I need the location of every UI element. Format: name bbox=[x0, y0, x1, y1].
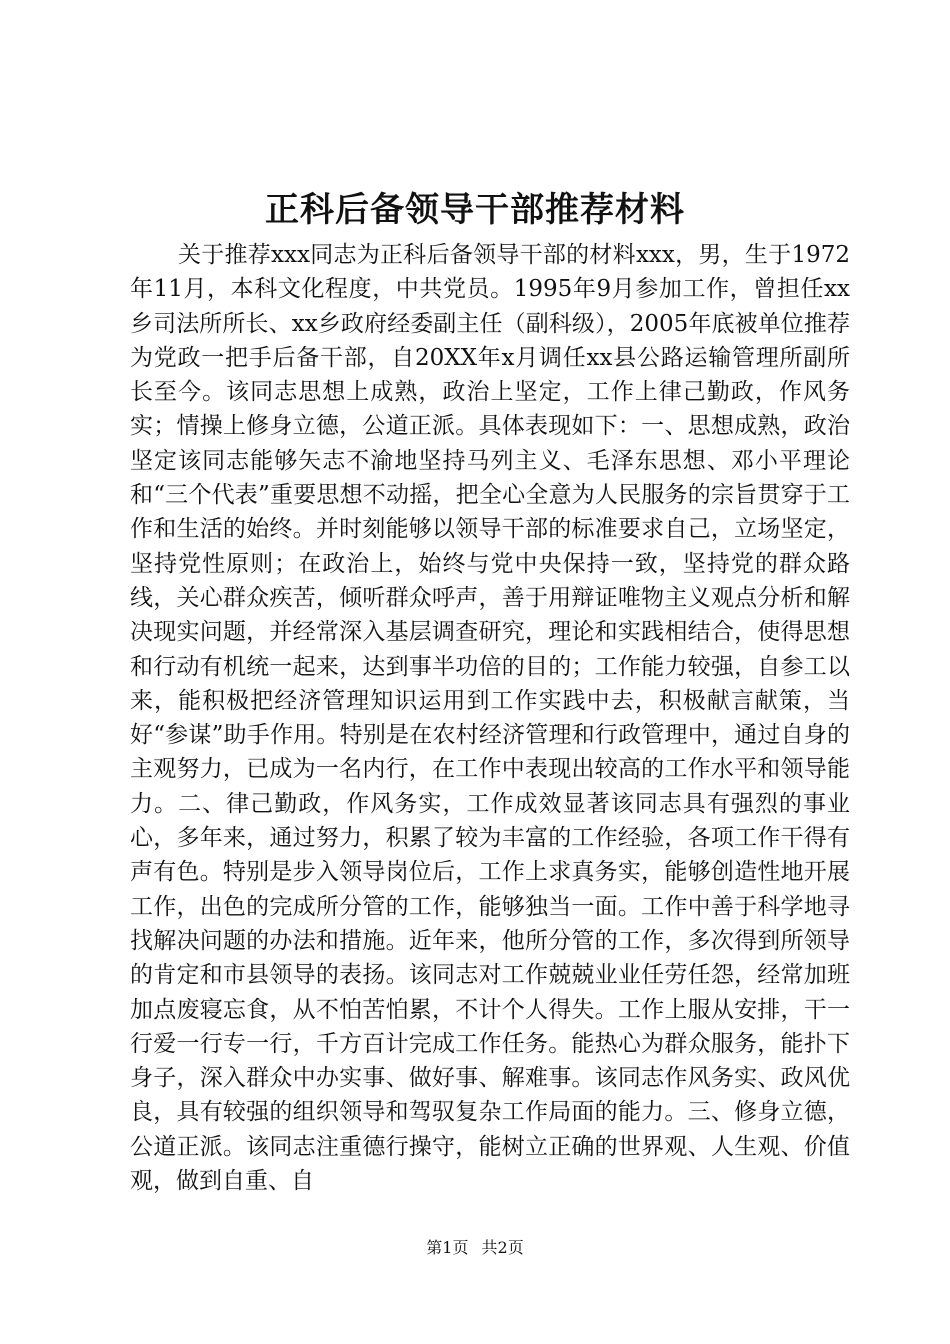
page-footer bbox=[0, 1238, 950, 1258]
page-total: 共2页 bbox=[481, 1238, 524, 1257]
document-title: 正科后备领导干部推荐材料 bbox=[265, 190, 685, 230]
page-number: 第1页 bbox=[426, 1238, 469, 1257]
document-body: 关于推荐xxx同志为正科后备领导干部的材料xxx，男，生于1972年11月，本科文化程度，中共党员。1995年9月参加工作，曾担任xx乡司法所所长、xx乡政府经委副主任（副科级），2005年底被单位推荐为党政一把手后备干部，自20XX年x月调任xx县公路运输管理所副所长至今。该同志思想上成熟，政治上坚定，工作上律己勤政，作风务实；情操上修身立德，公道正派。具体表现如下：一、思想成熟，政治坚定该同志能够矢志不渝地坚持马列主义、毛泽东思想、邓小平理论和“三个代表”重要思想不动摇，把全心全意为人民服务的宗旨贯穿于工作和生活的始终。并时刻能够以领导干部的标准要求自己，立场坚定，坚持党性原则；在政治上，始终与党中央保持一致，坚持党的群众路线，关心群众疾苦，倾听群众呼声，善于用辩证唯物主义观点分析和解决现实问题，并经常深入基层调查研究，理论和实践相结合，使得思想和行动有机统一起来，达到事半功倍的目的；工作能力较强，自参工以来，能积极把经济管理知识运用到工作实践中去，积极献言献策，当好“参谋”助手作用。特别是在农村经济管理和行政管理中，通过自身的主观努力，已成为一名内行，在工作中表现出较高的工作水平和领导能力。二、律己勤政，作风务实，工作成效显著该同志具有强烈的事业心，多年来，通过努力，积累了较为丰富的工作经验，各项工作干得有声有色。特别是步入领导岗位后，工作上求真务实，能够创造性地开展工作，出色的完成所分管的工作，能够独当一面。工作中善于科学地寻找解决问题的办法和措施。近年来，他所分管的工作，多次得到所领导的肯定和市县领导的表扬。该同志对工作兢兢业业任劳任怨，经常加班加点废寝忘食，从不怕苦怕累，不计个人得失。工作上服从安排，干一行爱一行专一行，千方百计完成工作任务。能热心为群众服务，能扑下身子，深入群众中办实事、做好事、解难事。该同志作风务实、政风优良，具有较强的组织领导和驾驭复杂工作局面的能力。三、修身立德，公道正派。该同志注重德行操守，能树立正确的世界观、人生观、价值观，做到自重、自 bbox=[130, 242, 850, 1195]
